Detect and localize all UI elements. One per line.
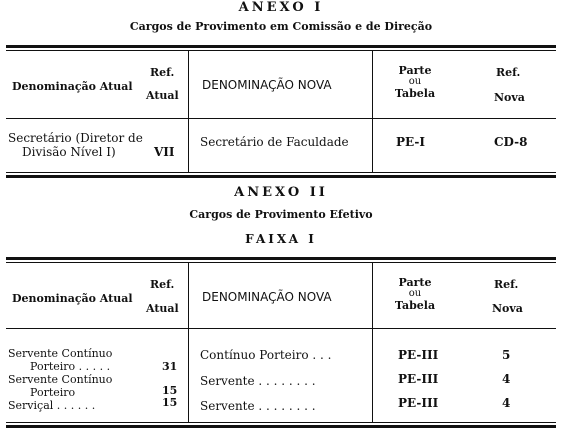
anexo2-subtitle: Cargos de Provimento Efetivo: [189, 208, 373, 221]
cell-atual-line1: Serviçal . . . . . .: [8, 399, 96, 412]
header-parte-1: Parte: [398, 64, 432, 77]
table-top-rule: [6, 45, 556, 48]
cell-atual-line2: Divisão Nível I): [22, 145, 116, 159]
cell-atual-line2: Porteiro . . . . .: [30, 360, 111, 373]
cell-atual-line2: Porteiro: [30, 386, 76, 399]
cell-ref-atual: 31: [162, 360, 178, 373]
header-ref-nova-2: Nova: [494, 91, 525, 104]
table-bottom-rule-thin: [6, 422, 556, 423]
header-parte: [380, 276, 450, 312]
table-bottom-rule: [6, 175, 556, 178]
cell-ref-atual: 15: [162, 384, 178, 397]
header-ref-atual-1: Ref.: [150, 278, 175, 291]
header-parte-3: Tabela: [394, 299, 436, 312]
cell-ref-atual: VII: [154, 145, 175, 159]
cell-ref-nova: CD-8: [494, 135, 528, 149]
cell-nova: Contínuo Porteiro . . .: [200, 348, 332, 362]
column-divider: [372, 263, 373, 422]
cell-parte: PE-I: [396, 135, 425, 149]
cell-atual-line1: Servente Contínuo: [8, 347, 113, 360]
header-parte: [380, 64, 450, 100]
header-denominacao-atual: Denominação Atual: [12, 80, 133, 93]
table-top-rule-thin: [6, 262, 556, 263]
table-bottom-rule-thin: [6, 172, 556, 173]
cell-nova: Servente . . . . . . . .: [200, 374, 316, 388]
header-ref-nova-1: Ref.: [494, 278, 519, 291]
header-parte-1: Parte: [398, 276, 432, 289]
anexo1-subtitle: Cargos de Provimento em Comissão e de Direção: [129, 20, 433, 33]
cell-ref-atual: 15: [162, 396, 178, 409]
cell-ref-nova: 4: [502, 396, 511, 410]
header-denominacao-atual: Denominação Atual: [12, 292, 133, 305]
anexo2-title: ANEXO II: [234, 185, 328, 200]
anexo2-faixa: FAIXA I: [245, 232, 317, 246]
header-parte-2: ou: [408, 288, 422, 299]
header-rule: [6, 328, 556, 329]
cell-parte: PE-III: [398, 396, 439, 410]
header-ref-atual-1: Ref.: [150, 66, 175, 79]
cell-ref-nova: 4: [502, 372, 511, 386]
header-ref-nova-2: Nova: [492, 302, 523, 315]
cell-atual-line1: Secretário (Diretor de: [8, 131, 143, 145]
anexo1-title: ANEXO I: [238, 0, 324, 15]
cell-parte: PE-III: [398, 348, 439, 362]
column-divider: [188, 263, 189, 422]
header-rule: [6, 118, 556, 119]
cell-parte: PE-III: [398, 372, 439, 386]
cell-atual-line1: Servente Contínuo: [8, 373, 113, 386]
table-bottom-rule: [6, 425, 556, 428]
header-denominacao-nova: DENOMINAÇÃO NOVA: [202, 78, 332, 92]
header-ref-atual-2: Atual: [146, 302, 179, 315]
header-ref-atual-2: Atual: [146, 89, 179, 102]
column-divider: [372, 51, 373, 172]
column-divider: [188, 51, 189, 172]
table-top-rule-thin: [6, 50, 556, 51]
table-top-rule: [6, 257, 556, 260]
cell-ref-nova: 5: [502, 348, 511, 362]
header-parte-3: Tabela: [394, 87, 436, 100]
header-denominacao-nova: DENOMINAÇÃO NOVA: [202, 290, 332, 304]
header-ref-nova-1: Ref.: [496, 66, 521, 79]
cell-nova: Secretário de Faculdade: [200, 135, 349, 149]
cell-nova: Servente . . . . . . . .: [200, 399, 316, 413]
header-parte-2: ou: [408, 76, 422, 87]
